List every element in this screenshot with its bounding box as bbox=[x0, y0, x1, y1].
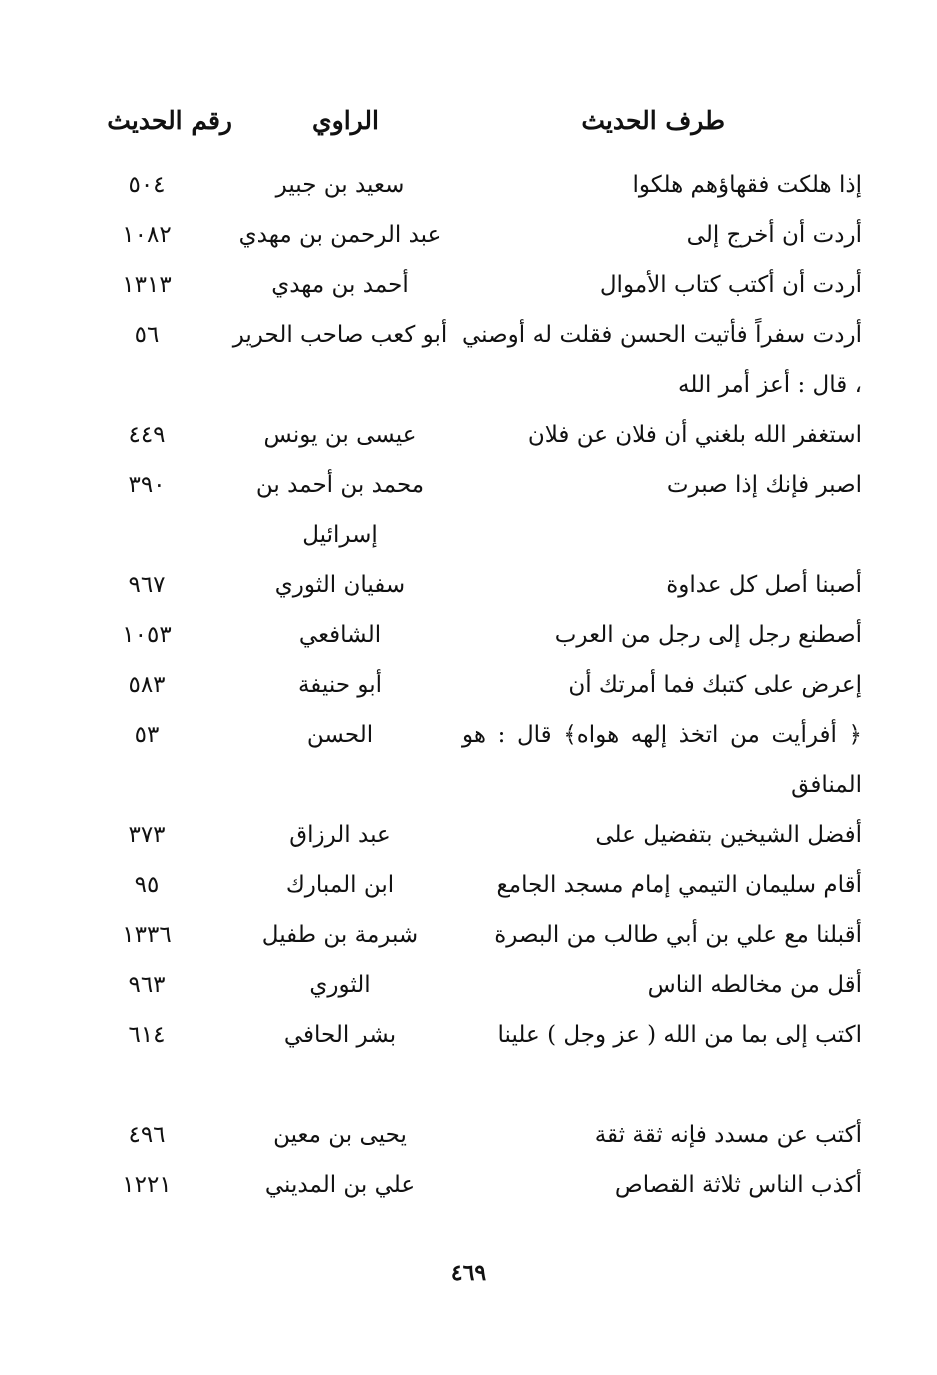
table-row bbox=[0, 210, 937, 260]
table-row bbox=[0, 660, 937, 710]
hadith-cell: ﴿ أفرأيت من اتخذ إلهه هواه﴾ قال : هو المنافق bbox=[462, 722, 862, 798]
table-row bbox=[0, 610, 937, 660]
table-row bbox=[0, 410, 937, 460]
table-row bbox=[0, 560, 937, 610]
hadith-cell: أكذب الناس ثلاثة القصاص bbox=[614, 1172, 862, 1198]
hadith-cell: أقبلنا مع علي بن أبي طالب من البصرة bbox=[494, 922, 862, 948]
page-number: ٤٦٩ bbox=[450, 1260, 487, 1286]
narrator-cell: عبد الرحمن بن مهدي bbox=[238, 222, 442, 248]
narrator-cell: أبو كعب صاحب الحرير bbox=[232, 322, 448, 348]
hadith-cell: اصبر فإنك إذا صبرت bbox=[666, 472, 862, 498]
narrator-cell: الشافعي bbox=[298, 622, 382, 648]
hadith-cell: أصبنا أصل كل عداوة bbox=[666, 572, 862, 598]
hadith-cell: اكتب إلى بما من الله ( عز وجل ) علينا bbox=[497, 1022, 862, 1048]
hadith-cell: أصطنع رجل إلى رجل من العرب bbox=[554, 622, 862, 648]
number-cell: ١٠٥٣ bbox=[122, 622, 172, 648]
table-header bbox=[0, 106, 937, 146]
number-cell: ٩٥ bbox=[134, 872, 160, 898]
number-cell: ٦١٤ bbox=[128, 1022, 166, 1048]
narrator-cell: عبد الرزاق bbox=[289, 822, 391, 848]
narrator-cell: الحسن bbox=[306, 722, 374, 748]
narrator-cell: بشر الحافي bbox=[283, 1022, 397, 1048]
column-header-hadith: طرف الحديث bbox=[581, 106, 725, 135]
narrator-cell: علي بن المديني bbox=[264, 1172, 416, 1198]
number-cell: ٣٧٣ bbox=[128, 822, 166, 848]
table-row bbox=[0, 960, 937, 1010]
hadith-cell: أردت أن أكتب كتاب الأموال bbox=[599, 272, 862, 298]
narrator-cell: ابن المبارك bbox=[285, 872, 395, 898]
number-cell: ٥٠٤ bbox=[128, 172, 166, 198]
hadith-cell: إذا هلكت فقهاؤهم هلكوا bbox=[632, 172, 862, 198]
narrator-cell: الثوري bbox=[309, 972, 371, 998]
table-row bbox=[0, 910, 937, 960]
number-cell: ٤٤٩ bbox=[128, 422, 166, 448]
hadith-cell: أكتب عن مسدد فإنه ثقة ثقة bbox=[594, 1122, 862, 1148]
narrator-cell: محمد بن أحمد بن إسرائيل bbox=[255, 472, 425, 548]
hadith-cell: أقل من مخالطه الناس bbox=[647, 972, 862, 998]
narrator-cell: شبرمة بن طفيل bbox=[261, 922, 419, 948]
table-row bbox=[0, 1110, 937, 1160]
hadith-index-table bbox=[0, 160, 937, 1210]
table-row bbox=[0, 310, 937, 410]
table-row bbox=[0, 260, 937, 310]
narrator-cell: يحيى بن معين bbox=[273, 1122, 407, 1148]
number-cell: ٩٦٣ bbox=[128, 972, 166, 998]
narrator-cell: عيسى بن يونس bbox=[263, 422, 417, 448]
hadith-cell: استغفر الله بلغني أن فلان عن فلان bbox=[527, 422, 862, 448]
hadith-cell: أردت أن أخرج إلى bbox=[686, 222, 862, 248]
number-cell: ١٣٣٦ bbox=[122, 922, 172, 948]
hadith-cell: أفضل الشيخين بتفضيل على bbox=[595, 822, 862, 848]
narrator-cell: سعيد بن جبير bbox=[275, 172, 405, 198]
number-cell: ١٣١٣ bbox=[122, 272, 172, 298]
table-row bbox=[0, 160, 937, 210]
table-row bbox=[0, 860, 937, 910]
number-cell: ٥٦ bbox=[134, 322, 160, 348]
number-cell: ١٠٨٢ bbox=[122, 222, 172, 248]
number-cell: ٩٦٧ bbox=[128, 572, 166, 598]
number-cell: ٥٣ bbox=[134, 722, 160, 748]
narrator-cell: أحمد بن مهدي bbox=[271, 272, 409, 298]
column-header-number: رقم الحديث bbox=[107, 106, 232, 135]
table-row bbox=[0, 710, 937, 810]
number-cell: ٣٩٠ bbox=[128, 472, 166, 498]
table-row bbox=[0, 1010, 937, 1110]
table-row bbox=[0, 810, 937, 860]
number-cell: ٥٨٣ bbox=[128, 672, 166, 698]
hadith-cell: إعرض على كتبك فما أمرتك أن bbox=[568, 672, 862, 698]
number-cell: ٤٩٦ bbox=[128, 1122, 166, 1148]
narrator-cell: سفيان الثوري bbox=[274, 572, 406, 598]
table-row bbox=[0, 1160, 937, 1210]
number-cell: ١٢٢١ bbox=[122, 1172, 172, 1198]
column-header-narrator: الراوي bbox=[312, 106, 379, 135]
hadith-cell: أردت سفراً فأتيت الحسن فقلت له أوصني ، قال : أعز أمر الله bbox=[462, 322, 862, 398]
table-row bbox=[0, 460, 937, 560]
narrator-cell: أبو حنيفة bbox=[297, 672, 383, 698]
hadith-cell: أقام سليمان التيمي إمام مسجد الجامع bbox=[496, 872, 862, 898]
